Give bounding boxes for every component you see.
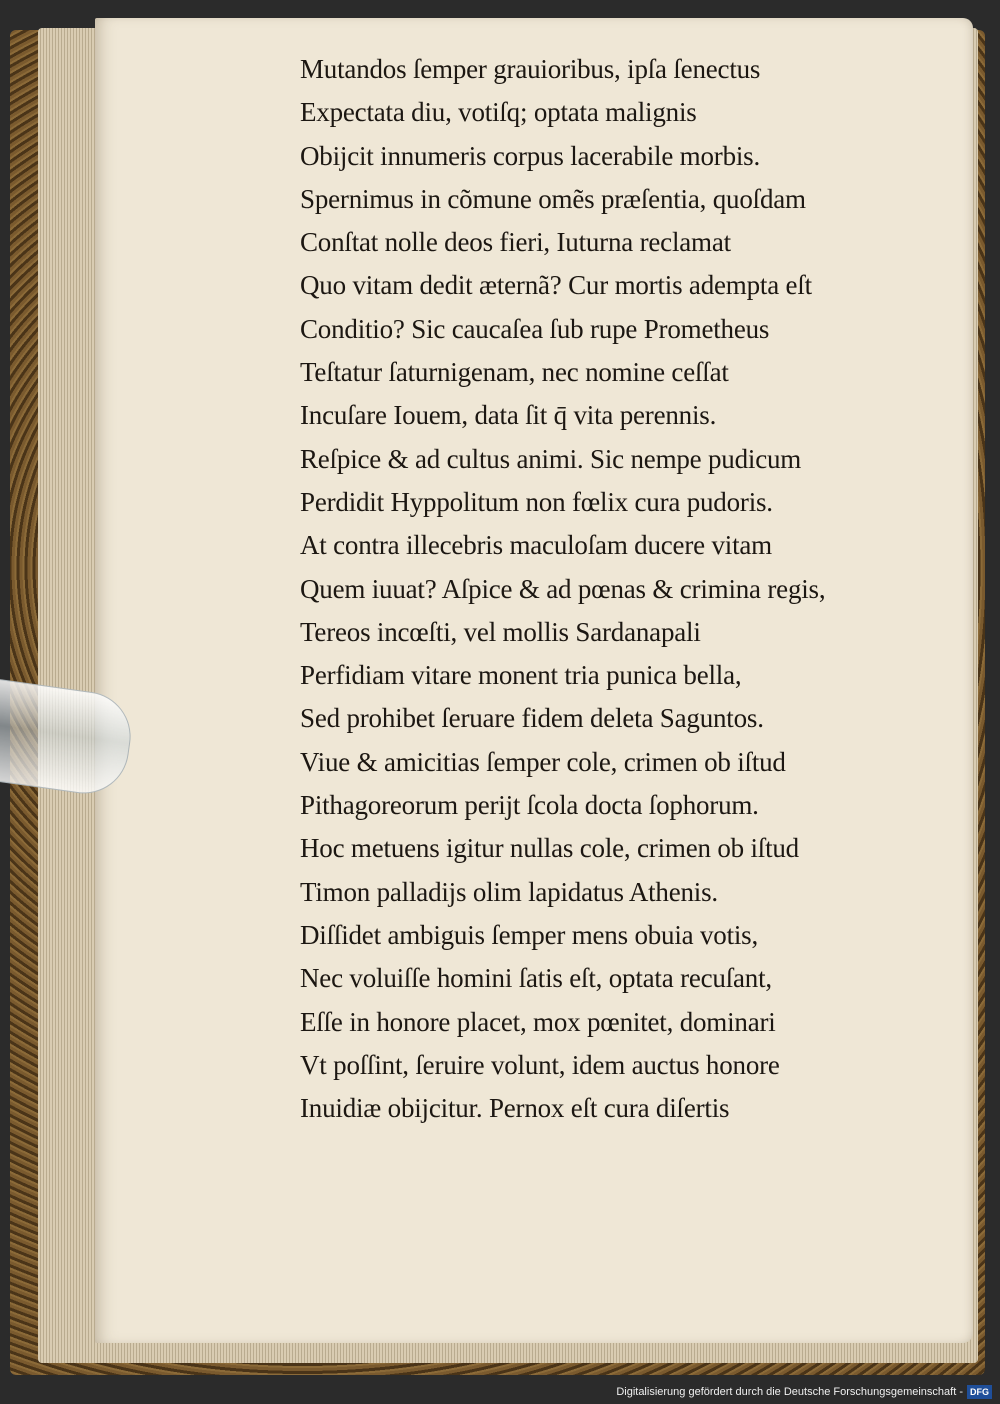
verse-line: Pithagoreorum perijt ſcola docta ſophorum. <box>300 790 759 821</box>
verse-line: Sed prohibet ſeruare fidem deleta Saguntos. <box>300 703 764 734</box>
verse-line: Eſſe in honore placet, mox pœnitet, dominari <box>300 1006 776 1037</box>
verse-line: Obijcit innumeris corpus lacerabile morbis. <box>300 140 761 171</box>
verse-line: Timon palladijs olim lapidatus Athenis. <box>300 876 718 907</box>
credit-text: Digitalisierung gefördert durch die Deutsche Forschungsgemeinschaft - <box>616 1386 963 1398</box>
verse-line: Conditio? Sic caucaſea ſub rupe Prometheus <box>300 313 770 344</box>
verse-line: Perfidiam vitare monent tria punica bella, <box>300 660 742 691</box>
verse-text <box>300 48 890 1130</box>
verse-line: At contra illecebris maculoſam ducere vitam <box>300 530 772 561</box>
verse-line: Mutandos ſemper grauioribus, ipſa ſenectus <box>300 54 761 84</box>
verse-line: Quo vitam dedit æternã? Cur mortis adempta eſt <box>300 270 812 301</box>
verse-line: Nec voluiſſe homini ſatis eſt, optata recuſant, <box>300 963 772 994</box>
verse-line: Viue & amicitias ſemper cole, crimen ob iſtud <box>300 746 786 777</box>
verse-line: Diſſidet ambiguis ſemper mens obuia votis, <box>300 919 759 950</box>
verse-line: Quem iuuat? Aſpice & ad pœnas & crimina regis, <box>300 573 826 604</box>
verse-line: Perdidit Hyppolitum non fœlix cura pudoris. <box>300 486 773 517</box>
verse-line: Tereos incœſti, vel mollis Sardanapali <box>300 616 701 647</box>
verse-line: Expectata diu, votiſq; optata malignis <box>300 97 697 128</box>
verse-line: Hoc metuens igitur nullas cole, crimen ob iſtud <box>300 833 799 864</box>
verse-line: Vt poſſint, ſeruire volunt, idem auctus honore <box>300 1049 780 1080</box>
verse-line: Inuidiæ obijcitur. Pernox eſt cura diſertis <box>300 1093 730 1124</box>
dfg-logo: DFG <box>967 1385 992 1399</box>
verse-line: Teſtatur ſaturnigenam, nec nomine ceſſat <box>300 357 729 388</box>
verse-line: Incuſare Iouem, data ſit q̄ vita perennis. <box>300 400 717 431</box>
verse-line: Reſpice & ad cultus animi. Sic nempe pudicum <box>300 443 802 474</box>
verse-line: Conſtat nolle deos fieri, Iuturna reclamat <box>300 227 731 258</box>
digitization-credit <box>616 1384 992 1400</box>
verse-line: Spernimus in cõmune omẽs præſentia, quoſdam <box>300 183 806 214</box>
